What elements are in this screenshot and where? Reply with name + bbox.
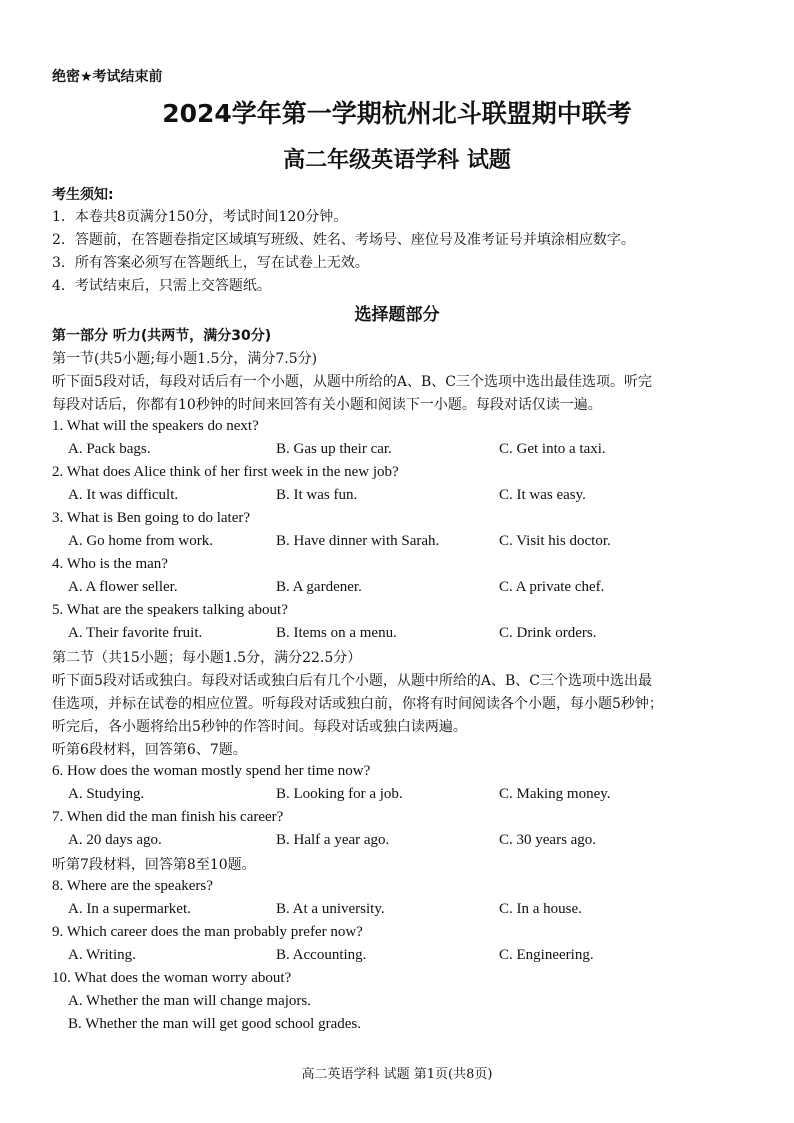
question-stem: 10. What does the woman worry about? (52, 970, 292, 986)
part1-heading: 第一部分 听力(共两节，满分30分) (52, 328, 272, 344)
material-7-label: 听第7段材料，回答第8至10题。 (52, 857, 256, 873)
sec1-heading: 第一节(共5小题;每小题1.5分，满分7.5分) (52, 351, 318, 367)
option-c: C. Engineering. (499, 947, 594, 963)
option-b: B. At a university. (276, 901, 385, 917)
option-b: B. Looking for a job. (276, 786, 403, 802)
option-b: B. Have dinner with Sarah. (276, 533, 440, 549)
page-footer: 高二英语学科 试题 第1页(共8页) (301, 1067, 493, 1082)
option-a: A. It was difficult. (68, 487, 179, 503)
sec2-heading: 第二节（共15小题；每小题1.5分，满分22.5分） (52, 650, 362, 666)
option-c: C. A private chef. (499, 579, 605, 595)
option-a: A. Their favorite fruit. (68, 625, 203, 641)
option-a: A. Writing. (68, 947, 136, 963)
option-c: C. Drink orders. (499, 625, 597, 641)
confidential-label: 绝密★考试结束前 (52, 69, 163, 85)
exam-title: 2024学年第一学期杭州北斗联盟期中联考 (162, 99, 632, 128)
sec2-instructions: 佳选项，并标在试卷的相应位置。听每段对话或独白前，你将有时间阅读各个小题，每小题5秒钟； (52, 696, 663, 712)
option-a: A. Go home from work. (68, 533, 213, 549)
question-stem: 2. What does Alice think of her first week in the new job? (52, 464, 399, 480)
question-stem: 8. Where are the speakers? (52, 878, 213, 894)
exam-subtitle: 高二年级英语学科 试题 (283, 148, 511, 173)
notice-item: 4．考试结束后，只需上交答题纸。 (52, 278, 271, 294)
option-b: B. Whether the man will get good school grades. (68, 1016, 361, 1032)
option-c: C. It was easy. (499, 487, 586, 503)
material-6-label: 听第6段材料，回答第6、7题。 (52, 742, 247, 758)
question-stem: 3. What is Ben going to do later? (52, 510, 251, 526)
question-stem: 4. Who is the man? (52, 556, 168, 572)
notice-item: 1．本卷共8页满分150分，考试时间120分钟。 (52, 209, 348, 225)
option-b: B. Half a year ago. (276, 832, 390, 848)
option-a: A. Whether the man will change majors. (68, 993, 311, 1009)
option-c: C. 30 years ago. (499, 832, 597, 848)
option-b: B. It was fun. (276, 487, 358, 503)
option-b: B. Items on a menu. (276, 625, 397, 641)
option-b: B. Accounting. (276, 947, 367, 963)
question-stem: 5. What are the speakers talking about? (52, 602, 288, 618)
question-stem: 6. How does the woman mostly spend her time now? (52, 763, 371, 779)
option-a: A. In a supermarket. (68, 901, 191, 917)
option-c: C. Get into a taxi. (499, 441, 606, 457)
option-a: A. A flower seller. (68, 579, 178, 595)
option-c: C. In a house. (499, 901, 582, 917)
question-stem: 7. When did the man finish his career? (52, 809, 284, 825)
option-b: B. A gardener. (276, 579, 362, 595)
option-c: C. Visit his doctor. (499, 533, 611, 549)
notice-item: 2．答题前，在答题卷指定区域填写班级、姓名、考场号、座位号及准考证号并填涂相应数字。 (52, 232, 635, 248)
notice-item: 3．所有答案必须写在答题纸上，写在试卷上无效。 (52, 255, 369, 271)
notice-heading: 考生须知: (52, 187, 114, 203)
sec1-instructions: 每段对话后，你都有10秒钟的时间来回答有关小题和阅读下一小题。每段对话仅读一遍。 (52, 397, 602, 413)
section-title: 选择题部分 (354, 305, 440, 325)
sec2-instructions: 听下面5段对话或独白。每段对话或独白后有几个小题，从题中所给的A、B、C三个选项中选出最 (52, 673, 653, 689)
option-b: B. Gas up their car. (276, 441, 392, 457)
option-a: A. Pack bags. (68, 441, 151, 457)
question-stem: 1. What will the speakers do next? (52, 418, 259, 434)
option-a: A. Studying. (68, 786, 145, 802)
option-c: C. Making money. (499, 786, 611, 802)
question-stem: 9. Which career does the man probably prefer now? (52, 924, 363, 940)
option-a: A. 20 days ago. (68, 832, 162, 848)
sec2-instructions: 听完后，各小题将给出5秒钟的作答时间。每段对话或独白读两遍。 (52, 719, 467, 735)
sec1-instructions: 听下面5段对话，每段对话后有一个小题，从题中所给的A、B、C三个选项中选出最佳选项。听完 (52, 374, 653, 390)
